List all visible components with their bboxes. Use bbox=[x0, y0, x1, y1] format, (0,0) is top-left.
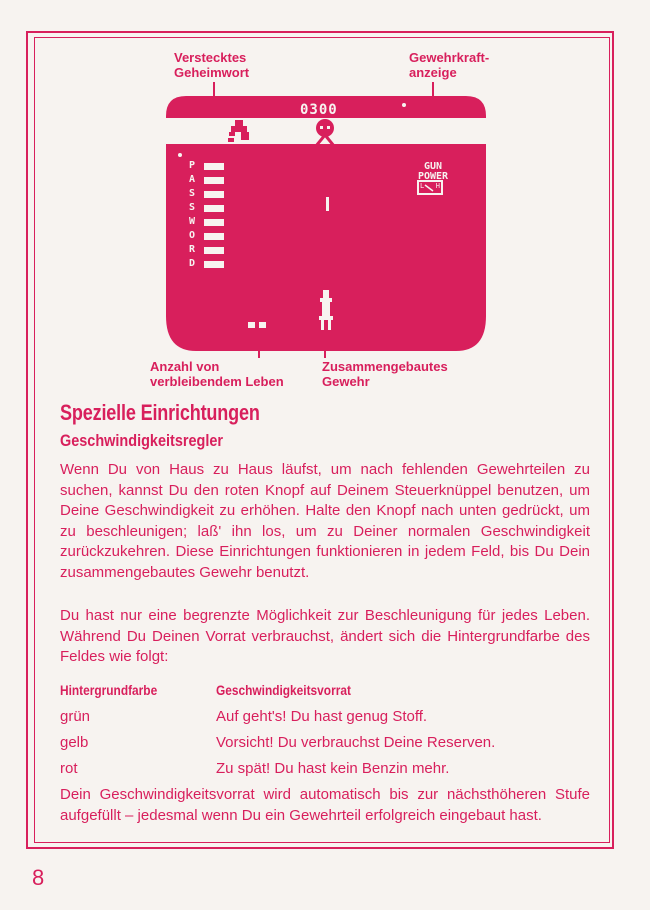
password-letter: S bbox=[188, 188, 196, 199]
callout-gun-power-line2: anzeige bbox=[409, 65, 457, 80]
leader-gun bbox=[324, 334, 326, 358]
password-letter: O bbox=[188, 230, 196, 241]
gun-power-label bbox=[409, 162, 457, 182]
callout-gun-power bbox=[409, 50, 489, 80]
password-letter: S bbox=[188, 202, 196, 213]
callout-gun-line2: Gewehr bbox=[322, 374, 370, 389]
table-cell-supply: Auf geht's! Du hast genug Stoff. bbox=[216, 708, 428, 725]
gauge-low-label: L bbox=[420, 182, 425, 190]
table-cell-supply: Zu spät! Du hast kein Benzin mehr. bbox=[216, 760, 450, 777]
callout-lives-line1: Anzahl von bbox=[150, 359, 220, 374]
page-number: 8 bbox=[32, 865, 45, 890]
password-slot bbox=[204, 163, 224, 170]
paragraph-1: Wenn Du von Haus zu Haus läufst, um nach fehlenden Gewehrteilen zu suchen, kannst Du den roten Knopf auf Deinem Steuerknüppel benutzen, um Deine Geschwindigkeit zu erhöhen. Halte den Knopf nach unten gedrückt, um zu beschleunigen; laß' ihn los, um zu Deiner normalen Geschwindigkeit zurückzukehren. Diese Einrichtungen funktionieren in jedem Feld, bis Du Dein zusammengebautes Gewehr benutzt. bbox=[60, 461, 590, 581]
section-title: Spezielle Einrichtungen bbox=[60, 400, 260, 425]
gun-label-line1: GUN bbox=[423, 161, 443, 172]
password-slot bbox=[204, 191, 224, 198]
section-subtitle: Geschwindigkeitsregler bbox=[60, 431, 224, 450]
callout-password-line1: Verstecktes bbox=[174, 50, 247, 65]
gun-label-line2: POWER bbox=[417, 171, 449, 182]
gauge-needle bbox=[419, 182, 441, 193]
password-slot bbox=[204, 205, 224, 212]
password-letter: A bbox=[188, 174, 196, 185]
gauge-high-label: H bbox=[435, 182, 440, 190]
password-slot bbox=[204, 233, 224, 240]
life-marker bbox=[248, 322, 255, 328]
paragraph-2: Du hast nur eine begrenzte Möglichkeit zur Beschleunigung für jedes Leben. Während Du Deinen Vorrat verbrauchst, ändert sich die Hintergrundfarbe des Feldes wie folgt: bbox=[60, 607, 590, 665]
callout-lives bbox=[150, 359, 284, 389]
table-cell-color: grün bbox=[60, 708, 91, 725]
table-cell-supply: Vorsicht! Du verbrauchst Deine Reserven. bbox=[216, 734, 496, 751]
password-slot bbox=[204, 177, 224, 184]
table-header-color: Hintergrundfarbe bbox=[60, 682, 158, 698]
password-letter: W bbox=[188, 216, 196, 227]
password-slot bbox=[204, 247, 224, 254]
callout-gun bbox=[322, 359, 448, 389]
callout-password-line2: Geheimwort bbox=[174, 65, 250, 80]
enemy-head-icon bbox=[312, 118, 338, 146]
assembled-gun-player-icon bbox=[316, 290, 336, 334]
callout-gun-power-line1: Gewehrkraft- bbox=[409, 50, 490, 65]
life-marker bbox=[259, 322, 266, 328]
table-cell-color: gelb bbox=[60, 734, 89, 751]
score-display: 0300 bbox=[300, 102, 338, 118]
password-letter: P bbox=[188, 160, 196, 171]
password-letter: D bbox=[188, 258, 196, 269]
paragraph-3: Dein Geschwindigkeitsvorrat wird automatisch bis zur nächsthöheren Stufe aufgefüllt – jedesmal wenn Du ein Gewehrteil erfolgreich eingebaut hast. bbox=[60, 786, 590, 824]
leader-lives bbox=[258, 330, 260, 358]
password-letter: R bbox=[188, 244, 196, 255]
callout-password bbox=[174, 50, 249, 80]
gun-power-gauge bbox=[417, 180, 443, 195]
table-header-supply: Geschwindigkeitsvorrat bbox=[216, 682, 351, 698]
player-hud-icon bbox=[226, 118, 252, 144]
table-cell-color: rot bbox=[60, 760, 78, 777]
password-slot bbox=[204, 219, 224, 226]
callout-gun-line1: Zusammengebautes bbox=[322, 359, 448, 374]
bullet-projectile bbox=[326, 197, 329, 211]
callout-lives-line2: verbleibendem Leben bbox=[150, 374, 284, 389]
password-slot bbox=[204, 261, 224, 268]
